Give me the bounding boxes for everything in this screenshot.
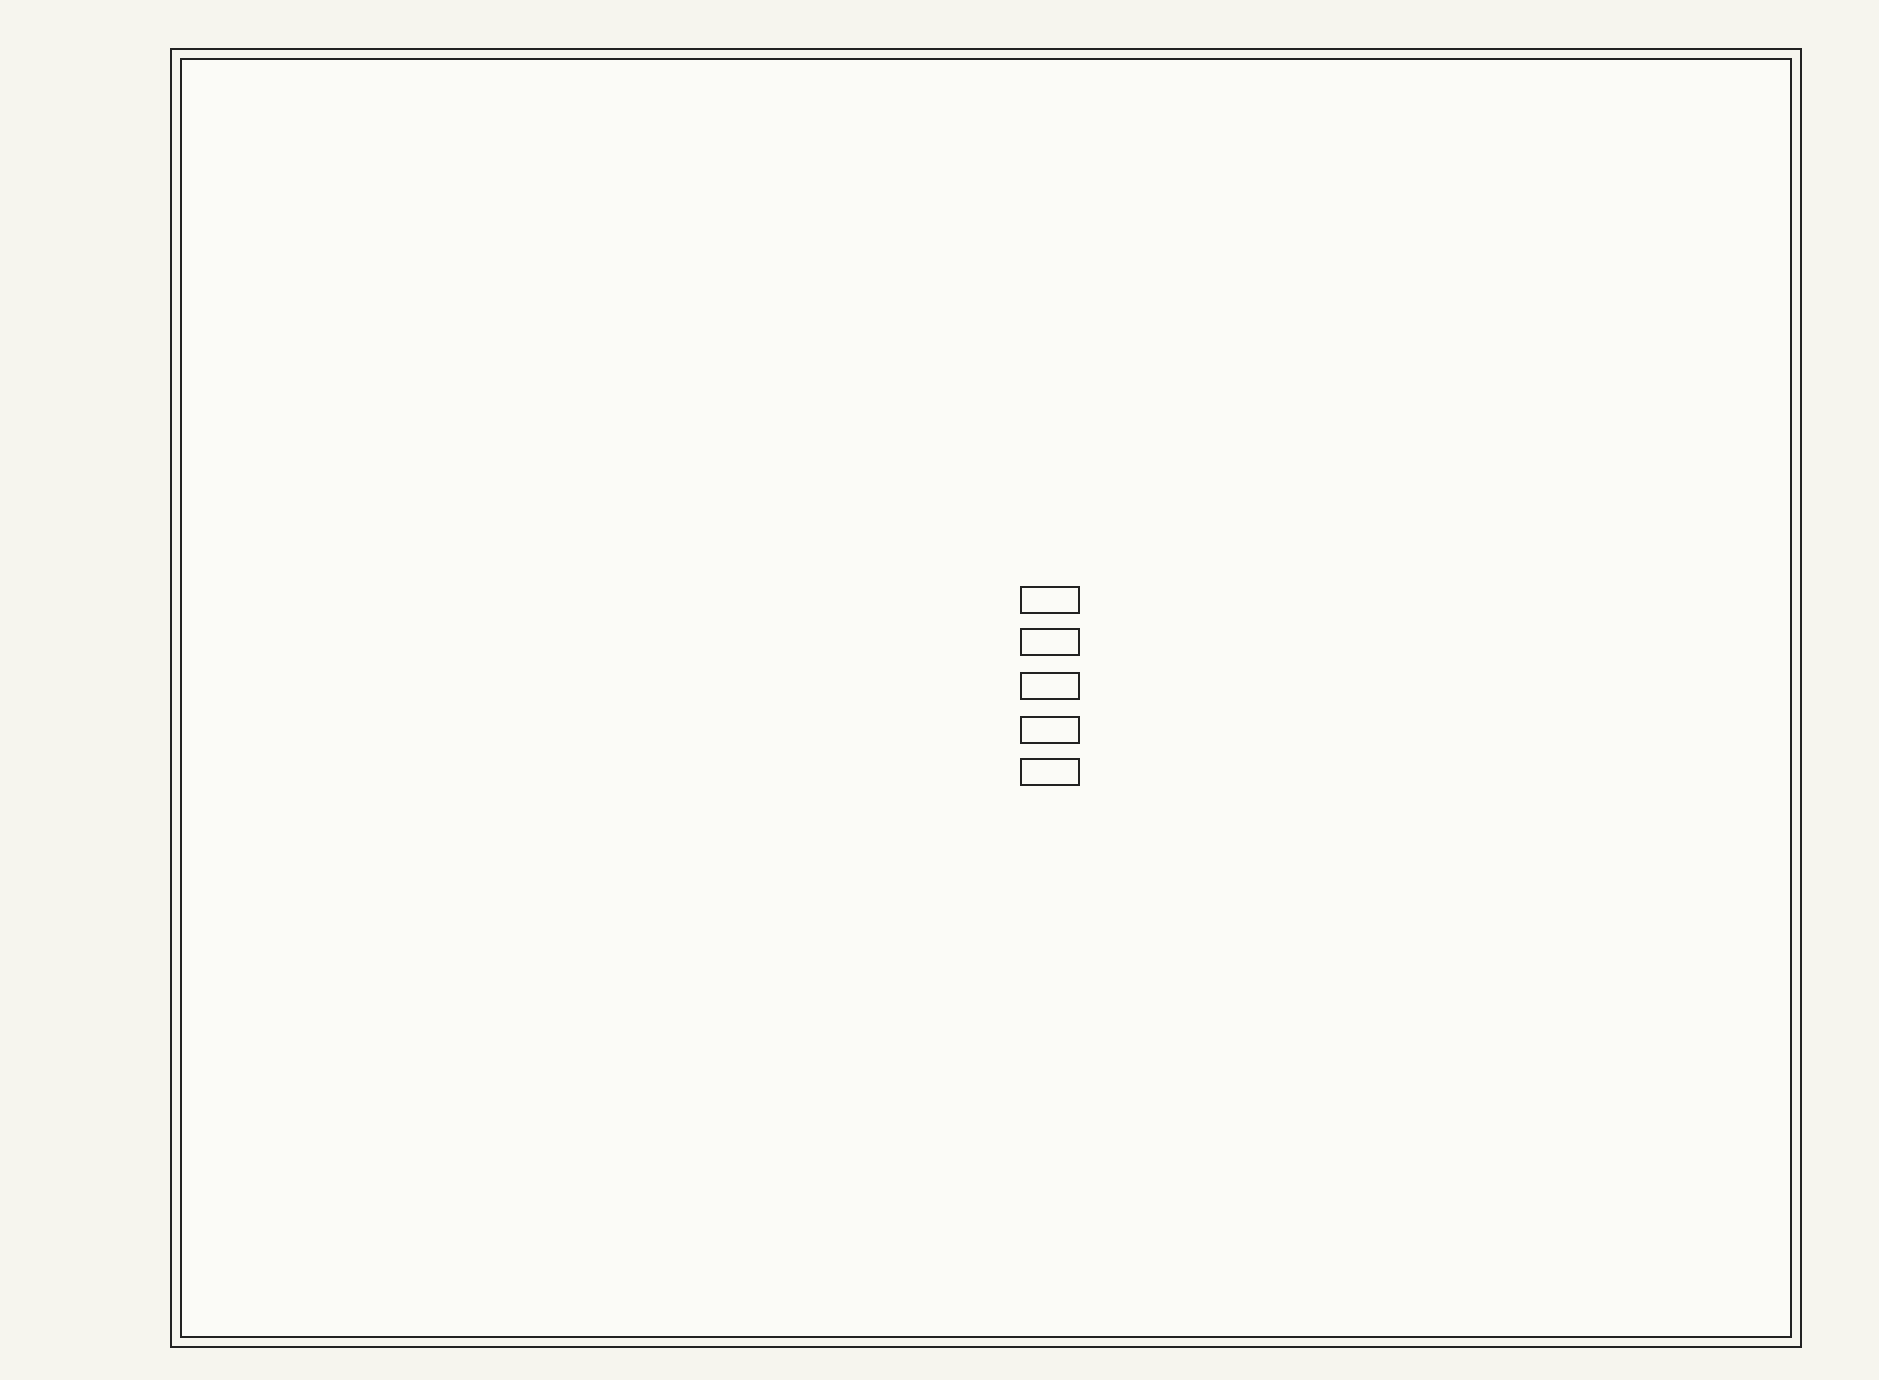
legend-swatch-0-19	[1020, 586, 1080, 614]
legend-swatch-80-over	[1020, 758, 1080, 786]
legend-swatch-40-59	[1020, 672, 1080, 700]
legend-swatch-20-39	[1020, 628, 1080, 656]
legend-swatch-60-79	[1020, 716, 1080, 744]
